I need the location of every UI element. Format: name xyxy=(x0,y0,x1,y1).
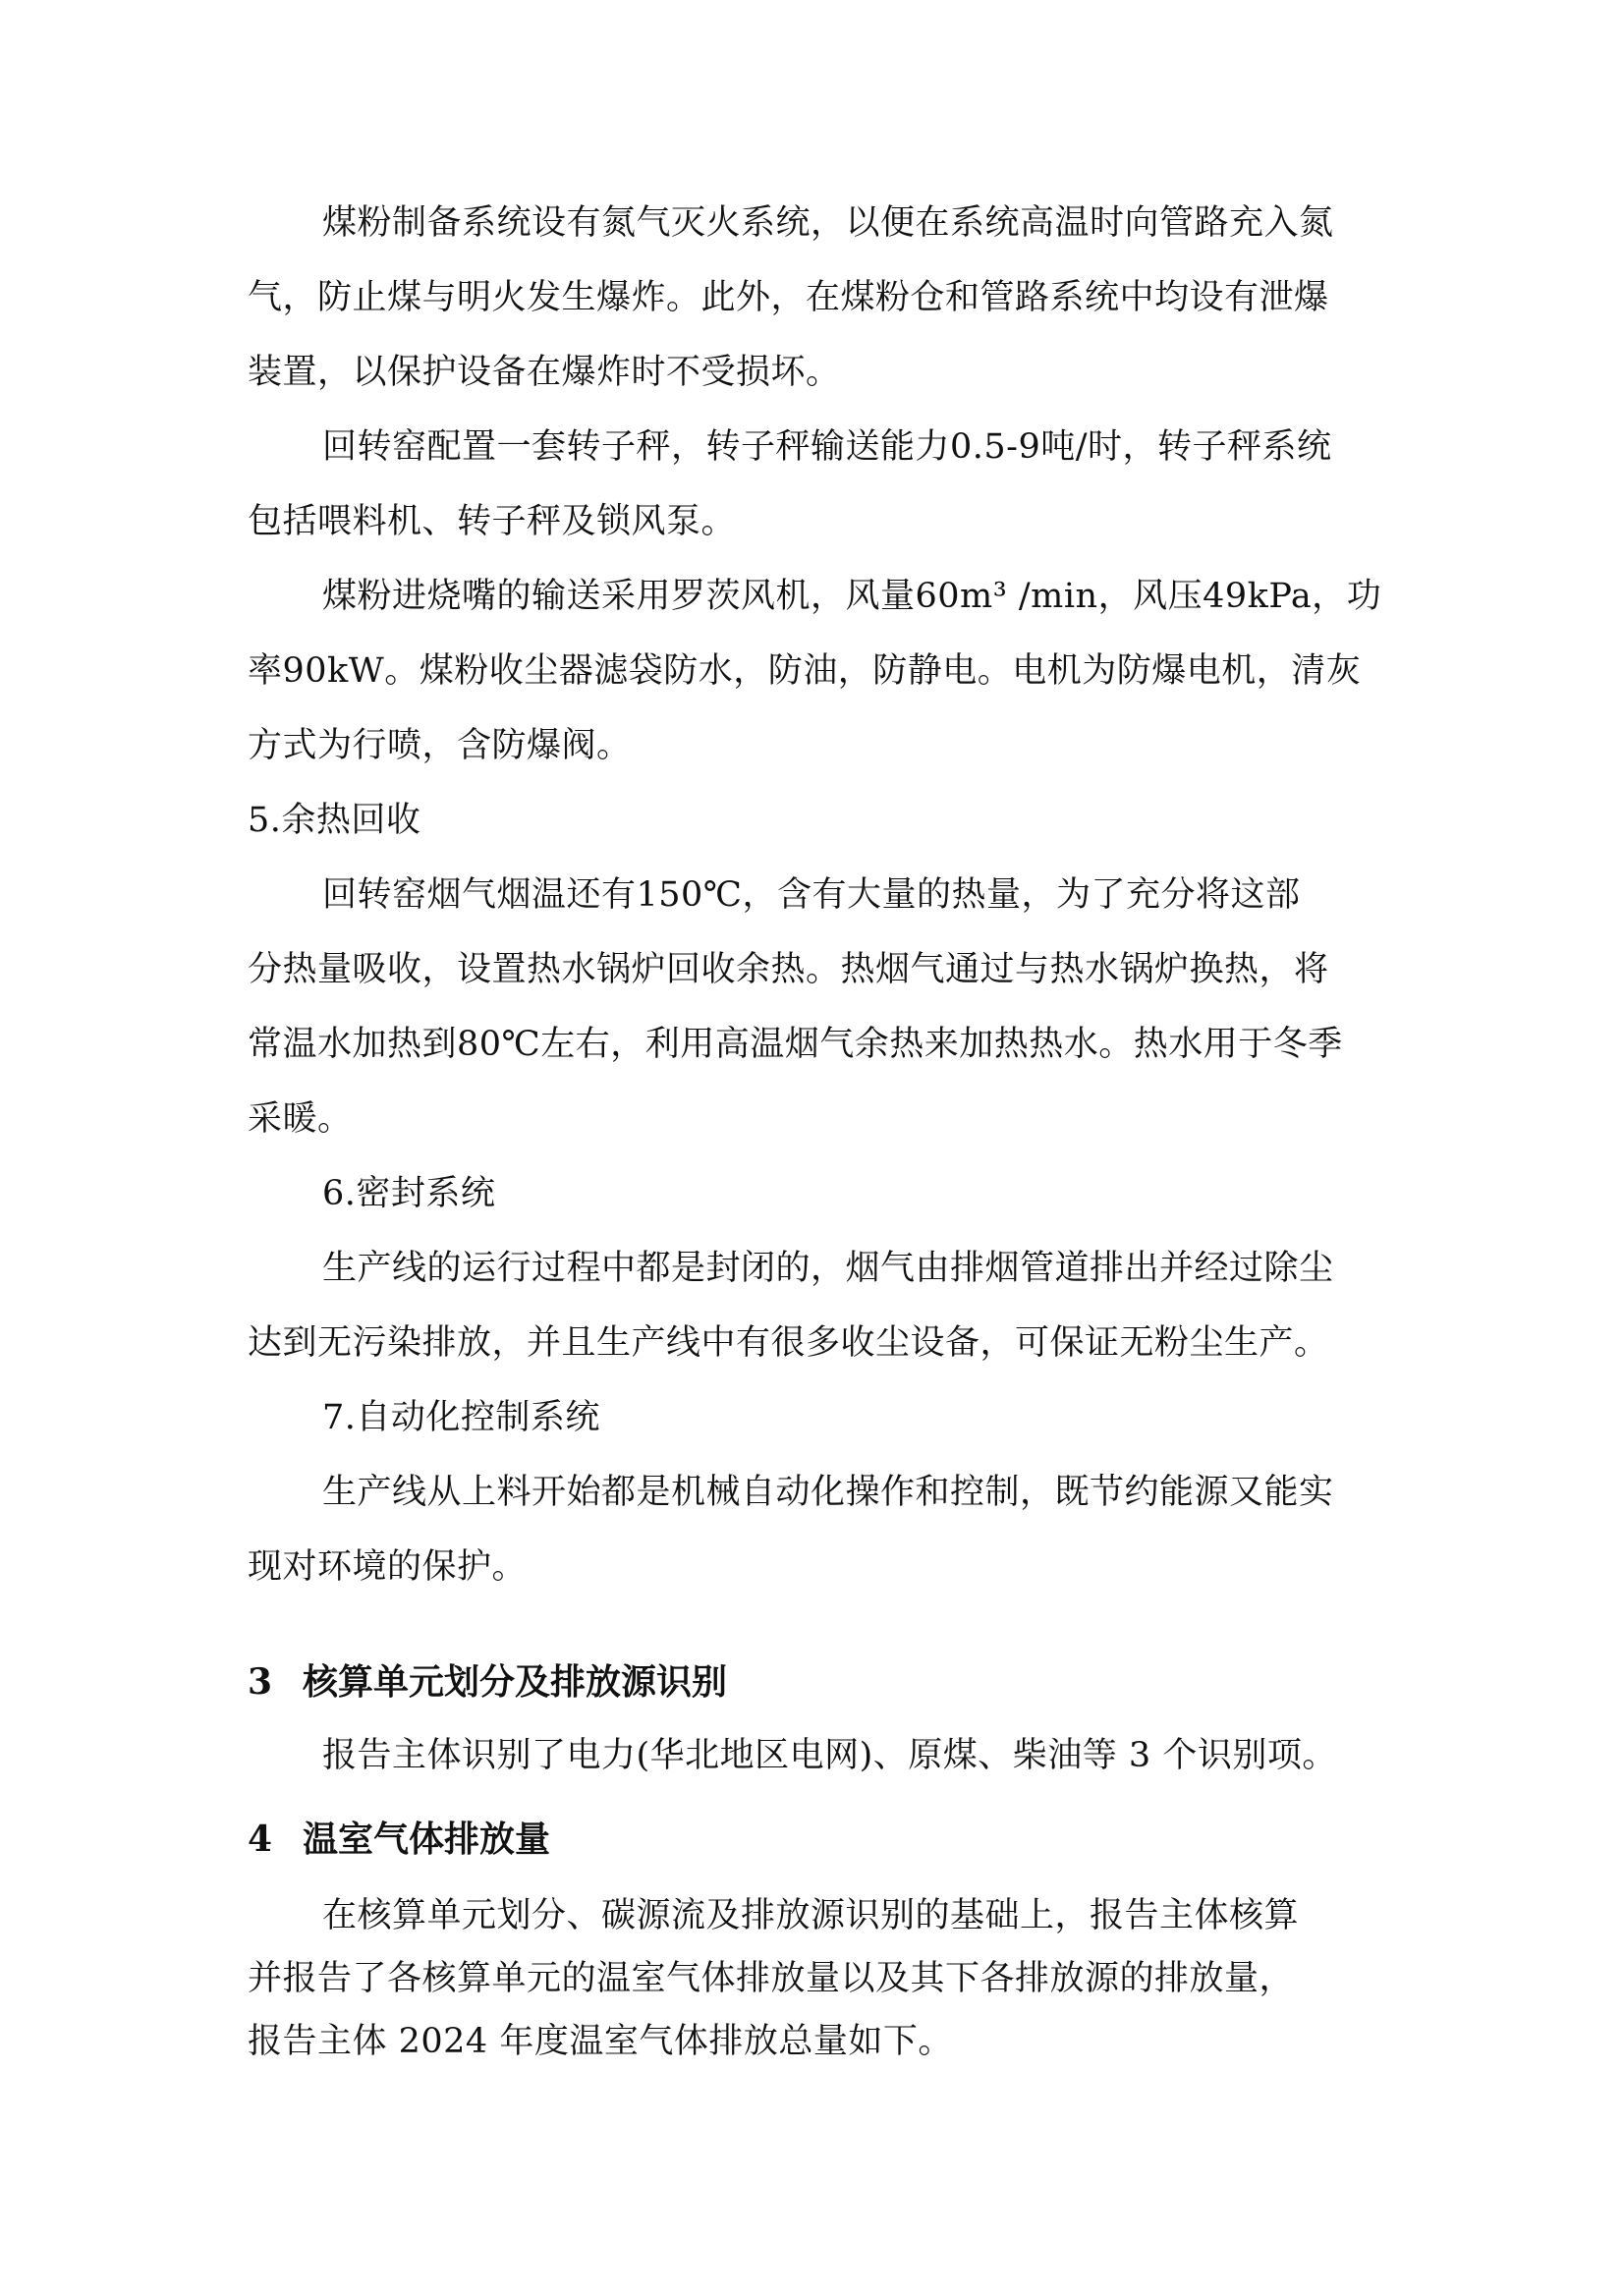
subsection-heading: 5.余热回收 xyxy=(248,801,421,840)
subsection-heading: 6.密封系统 xyxy=(322,1174,496,1213)
paragraph-line: 方式为行喷，含防爆阀。 xyxy=(248,726,632,765)
subsection-heading: 7.自动化控制系统 xyxy=(322,1398,600,1437)
paragraph-line: 报告主体识别了电力(华北地区电网)、原煤、柴油等 3 个识别项。 xyxy=(322,1736,1337,1775)
section-title: 温室气体排放量 xyxy=(303,1819,551,1860)
paragraph-line: 采暖。 xyxy=(248,1099,353,1139)
section-heading-4 xyxy=(248,1819,551,1860)
paragraph-line: 常温水加热到80℃左右，利用高温烟气余热来加热热水。热水用于冬季 xyxy=(248,1025,1343,1064)
paragraph-line: 包括喂料机、转子秤及锁风泵。 xyxy=(248,502,737,541)
paragraph-line: 率90kW。煤粉收尘器滤袋防水，防油，防静电。电机为防爆电机，清灰 xyxy=(248,651,1362,691)
section-title: 核算单元划分及排放源识别 xyxy=(303,1661,728,1703)
paragraph-line: 报告主体 2024 年度温室气体排放总量如下。 xyxy=(248,2022,953,2061)
paragraph-line: 回转窑配置一套转子秤，转子秤输送能力0.5-9吨/时，转子秤系统 xyxy=(322,427,1332,467)
section-number: 3 xyxy=(248,1661,273,1703)
paragraph-line: 生产线从上料开始都是机械自动化操作和控制，既节约能源又能实 xyxy=(322,1473,1334,1512)
paragraph-line: 达到无污染排放，并且生产线中有很多收尘设备，可保证无粉尘生产。 xyxy=(248,1323,1329,1363)
paragraph-line: 气，防止煤与明火发生爆炸。此外，在煤粉仓和管路系统中均设有泄爆 xyxy=(248,278,1329,317)
paragraph-line: 在核算单元划分、碳源流及排放源识别的基础上，报告主体核算 xyxy=(322,1896,1300,1935)
paragraph-line: 装置，以保护设备在爆炸时不受损坏。 xyxy=(248,353,841,392)
paragraph-line: 生产线的运行过程中都是封闭的，烟气由排烟管道排出并经过除尘 xyxy=(322,1249,1334,1288)
paragraph-line: 现对环境的保护。 xyxy=(248,1547,528,1587)
paragraph-line: 并报告了各核算单元的温室气体排放量以及其下各排放源的排放量， xyxy=(248,1959,1295,1998)
section-number: 4 xyxy=(248,1819,273,1860)
paragraph-line: 煤粉进烧嘴的输送采用罗茨风机，风量60m³ /min，风压49kPa，功 xyxy=(322,577,1382,616)
paragraph-line: 煤粉制备系统设有氮气灭火系统，以便在系统高温时向管路充入氮 xyxy=(322,203,1334,243)
paragraph-line: 分热量吸收，设置热水锅炉回收余热。热烟气通过与热水锅炉换热，将 xyxy=(248,950,1329,989)
paragraph-line: 回转窑烟气烟温还有150℃，含有大量的热量，为了充分将这部 xyxy=(322,875,1301,915)
section-heading-3 xyxy=(248,1661,728,1703)
